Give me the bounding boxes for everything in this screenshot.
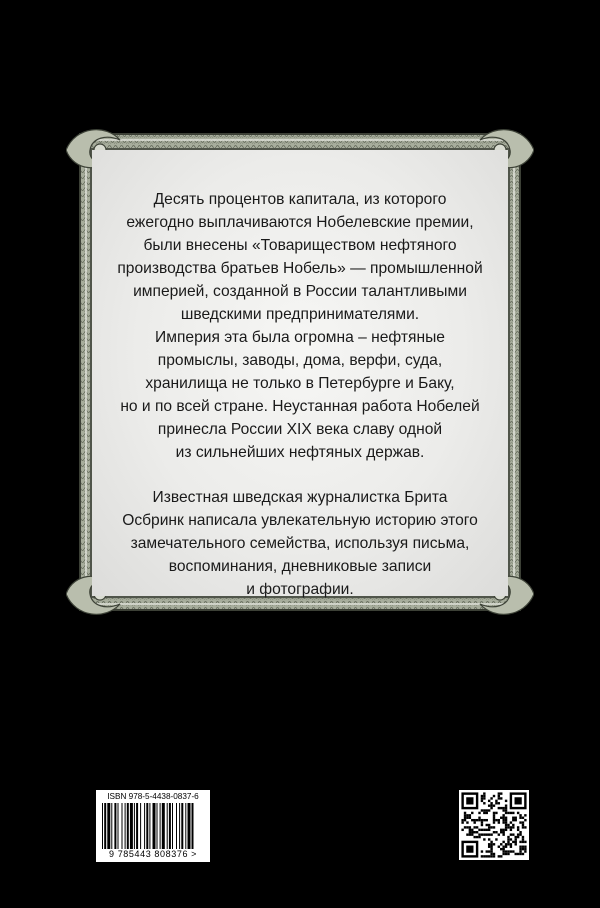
qr-code-icon [459, 790, 529, 860]
paragraph-1-line: шведскими предпринимателями. [180, 306, 420, 323]
paragraph-1-line: ежегодно выплачиваются Нобелевские премии, [126, 214, 474, 231]
paragraph-2-line: Осбринк написала увлекательную историю этого [122, 512, 478, 529]
barcode-icon [102, 803, 204, 849]
isbn-label: ISBN 978-5-4438-0837-6 [107, 792, 199, 801]
isbn-barcode-block [96, 790, 210, 862]
paragraph-2-line: Известная шведская журналистка Брита [152, 489, 448, 506]
paragraph-1-line: промыслы, заводы, дома, верфи, суда, [157, 352, 443, 369]
paragraph-2-line: воспоминания, дневниковые записи [168, 558, 432, 575]
paragraph-1-line: из сильнейших нефтяных держав. [175, 444, 425, 461]
description-text [92, 188, 508, 601]
qr-code-graphic [459, 790, 529, 860]
paragraph-1-line: были внесены «Товариществом нефтяного [143, 237, 457, 254]
barcode-digits: 9 785443 808376 > [108, 849, 198, 859]
paragraph-1-line: Десять процентов капитала, из которого [153, 191, 447, 208]
paragraph-2-line: и фотографии. [246, 581, 354, 598]
paragraph-1-line: производства братьев Нобель» — промышленной [117, 260, 483, 277]
paragraph-1-line: империей, созданной в России талантливыми [133, 283, 467, 300]
paragraph-1-line: принесла России XIX века славу одной [157, 421, 443, 438]
paragraph-2-line: замечательного семейства, используя письма, [130, 535, 470, 552]
paragraph-1-line: но и по всей стране. Неустанная работа Нобелей [120, 398, 480, 415]
paragraph-1-line: Империя эта была огромна – нефтяные [155, 329, 445, 346]
paragraph-1-line: хранилища не только в Петербурге и Баку, [145, 375, 455, 392]
